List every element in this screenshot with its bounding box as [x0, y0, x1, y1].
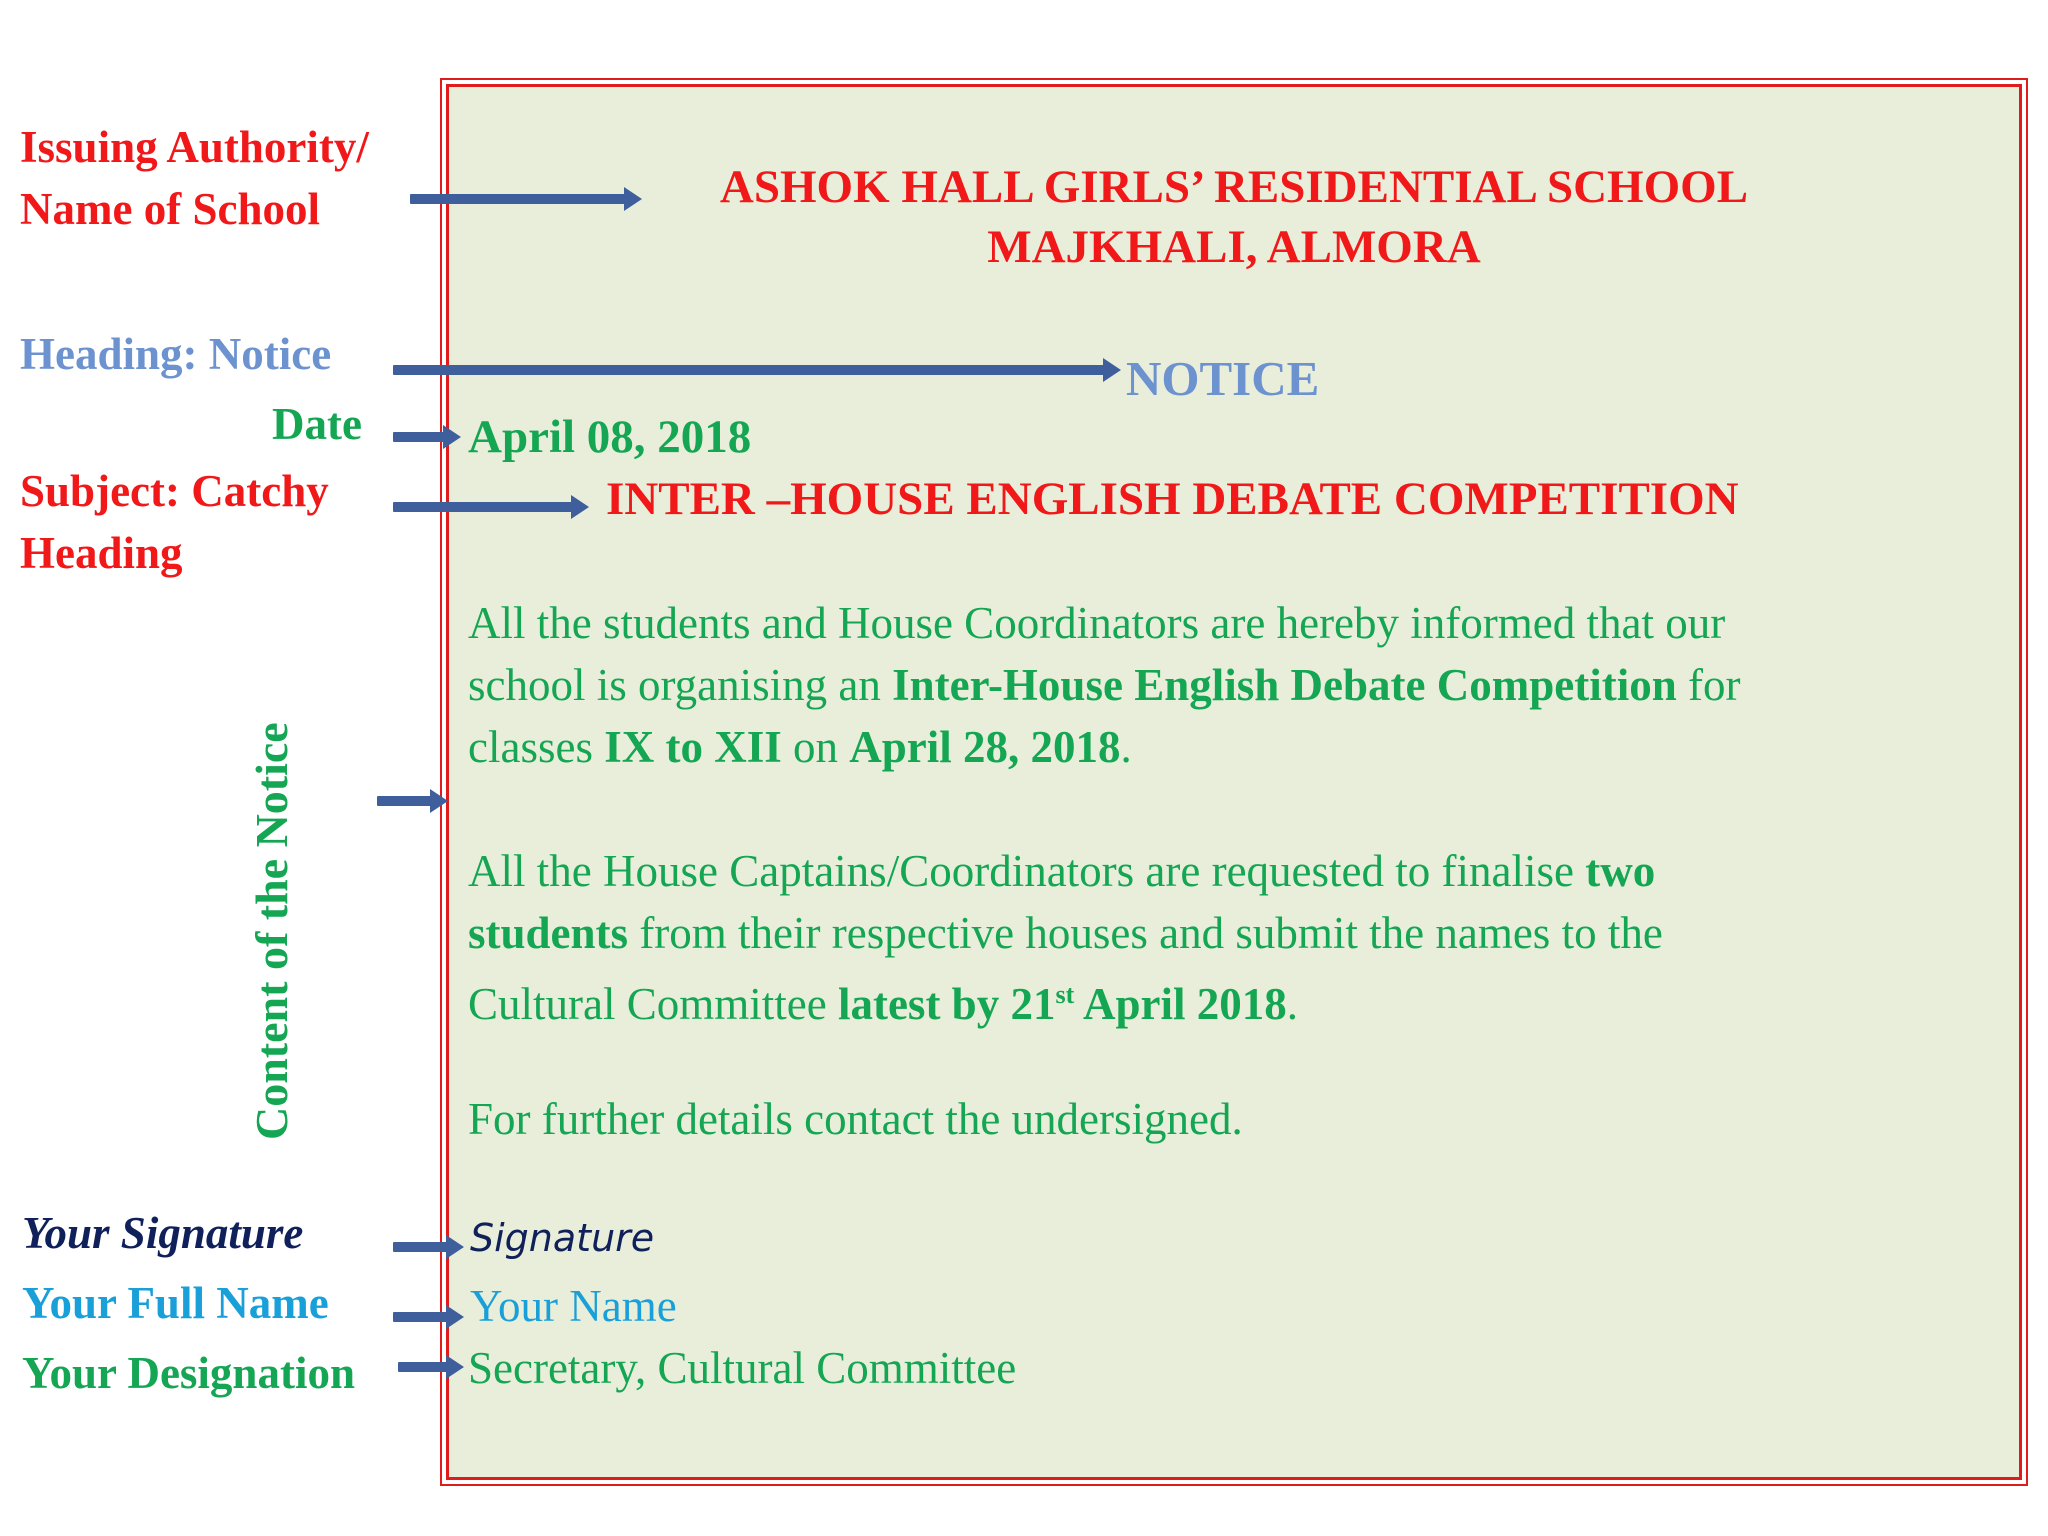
notice-paragraph-1: All the students and House Coordinators are hereby informed that our school is organising an Inter-House English Debate Competition for classes IX to XII on April 28, 2018.: [468, 598, 1741, 772]
notice-name: Your Name: [470, 1281, 677, 1331]
arrow-right-icon: [393, 502, 573, 512]
notice-date: April 08, 2018: [468, 411, 752, 463]
notice-heading: NOTICE: [1126, 351, 1320, 406]
notice-paragraph-2: All the House Captains/Coordinators are requested to finalise two students from their respective houses and submit the names to the Cultural Committee latest by 21st April 2018.: [468, 846, 1663, 1029]
arrow-right-icon: [393, 1242, 448, 1252]
label-issuing-authority: [20, 116, 369, 240]
label-issuing-line2: Name of School: [20, 184, 320, 234]
arrow-right-icon: [377, 796, 432, 806]
notice-box: [446, 84, 2022, 1480]
label-designation: Your Designation: [22, 1348, 355, 1398]
notice-designation: Secretary, Cultural Committee: [468, 1343, 1017, 1393]
label-full-name: Your Full Name: [22, 1278, 329, 1328]
arrow-right-icon: [393, 1312, 448, 1322]
notice-paragraph-3: For further details contact the undersigned.: [468, 1094, 1243, 1144]
school-location: MAJKHALI, ALMORA: [987, 221, 1481, 273]
label-content: Content of the Notice: [246, 722, 297, 1140]
school-name: ASHOK HALL GIRLS’ RESIDENTIAL SCHOOL: [719, 161, 1749, 213]
label-subject-line1: Subject: Catchy: [20, 466, 329, 516]
label-issuing-line1: Issuing Authority/: [20, 122, 369, 172]
notice-subject: INTER –HOUSE ENGLISH DEBATE COMPETITION: [606, 473, 1739, 525]
label-heading: Heading: Notice: [20, 329, 332, 379]
label-signature: Your Signature: [22, 1208, 304, 1258]
arrow-right-icon: [393, 365, 1105, 375]
label-date: Date: [272, 399, 362, 449]
notice-signature: Signature: [470, 1216, 655, 1260]
label-subject-line2: Heading: [20, 528, 183, 578]
label-subject: [20, 460, 329, 584]
arrow-right-icon: [393, 432, 445, 442]
arrow-right-icon: [398, 1362, 448, 1372]
